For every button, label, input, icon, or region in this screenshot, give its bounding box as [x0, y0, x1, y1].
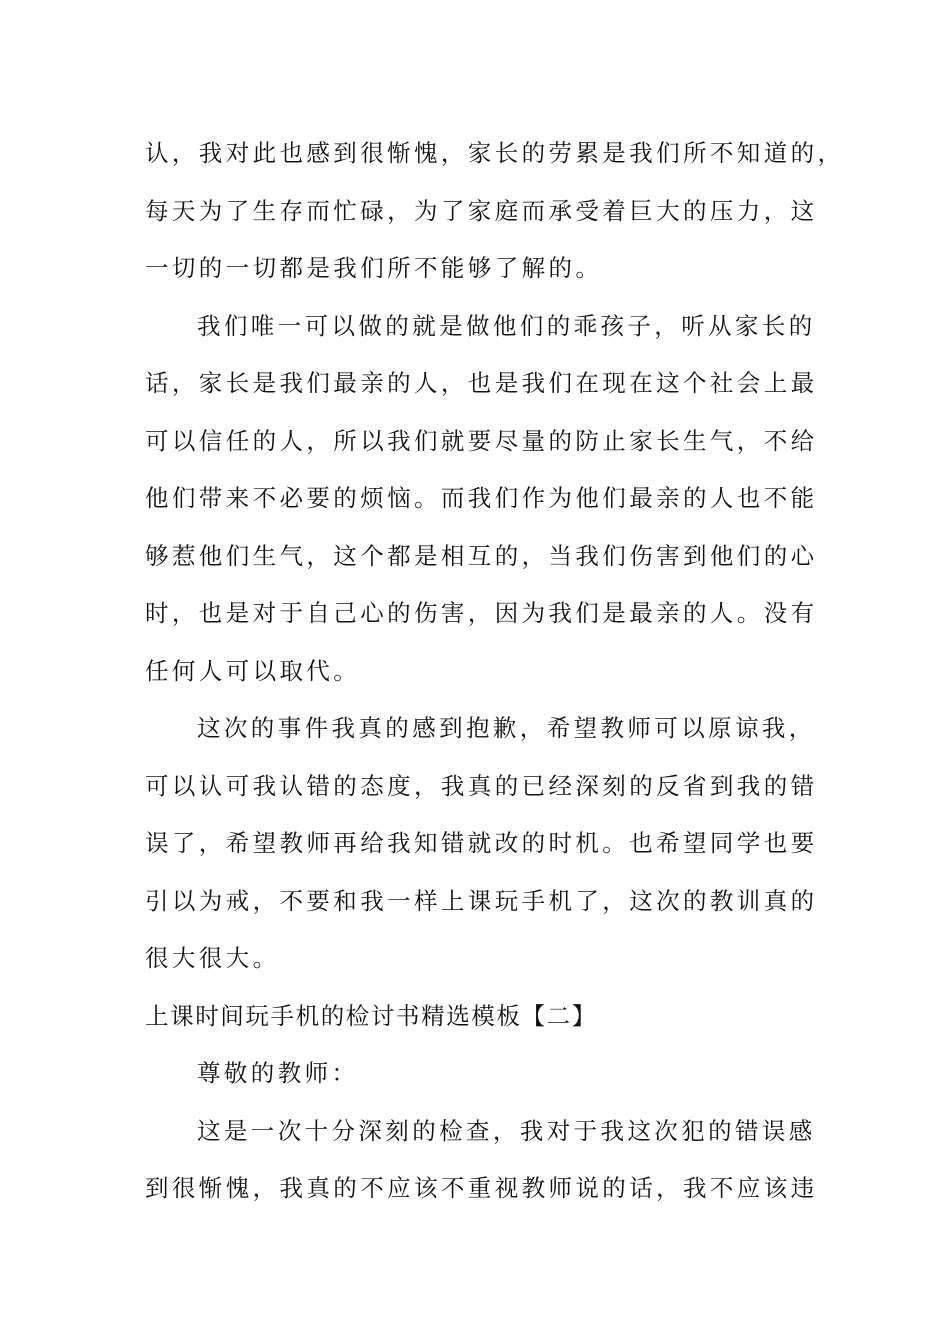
paragraph-start: 这是一次十分深刻的检查，我对于我这次犯的错误感: [197, 1116, 816, 1145]
text-line: 任何人可以取代。: [145, 656, 361, 685]
text-line: 很大很大。: [145, 944, 280, 972]
text-line: 话，家长是我们最亲的人，也是我们在现在这个社会上最: [145, 369, 818, 397]
text-line: 时，也是对于自己心的伤害，因为我们是最亲的人。没有: [145, 599, 818, 627]
text-line: 每天为了生存而忙碌，为了家庭而承受着巨大的压力，这: [145, 196, 818, 225]
document-body: [145, 125, 845, 1218]
text-line: 可以信任的人，所以我们就要尽量的防止家长生气，不给: [145, 426, 818, 455]
text-line: 一切的一切都是我们所不能够了解的。: [145, 254, 603, 282]
salutation: 尊敬的教师：: [197, 1059, 359, 1087]
paragraph-start: 我们唯一可以做的就是做他们的乖孩子，听从家长的: [197, 311, 816, 340]
text-line: 可以认可我认错的态度，我真的已经深刻的反省到我的错: [145, 771, 818, 800]
text-line: 引以为戒，不要和我一样上课玩手机了，这次的教训真的: [145, 886, 818, 915]
text-line: 误了，希望教师再给我知错就改的时机。也希望同学也要: [145, 829, 818, 857]
paragraph-start: 这次的事件我真的感到抱歉，希望教师可以原谅我，: [197, 714, 816, 742]
text-line: 认，我对此也感到很惭愧，家长的劳累是我们所不知道的，: [145, 139, 845, 167]
text-line: 他们带来不必要的烦恼。而我们作为他们最亲的人也不能: [145, 484, 818, 512]
text-line: 到很惭愧，我真的不应该不重视教师说的话，我不应该违: [145, 1174, 818, 1202]
text-line: 够惹他们生气，这个都是相互的，当我们伤害到他们的心: [145, 541, 818, 570]
section-heading: 上课时间玩手机的检讨书精选模板【二】: [145, 1001, 597, 1030]
